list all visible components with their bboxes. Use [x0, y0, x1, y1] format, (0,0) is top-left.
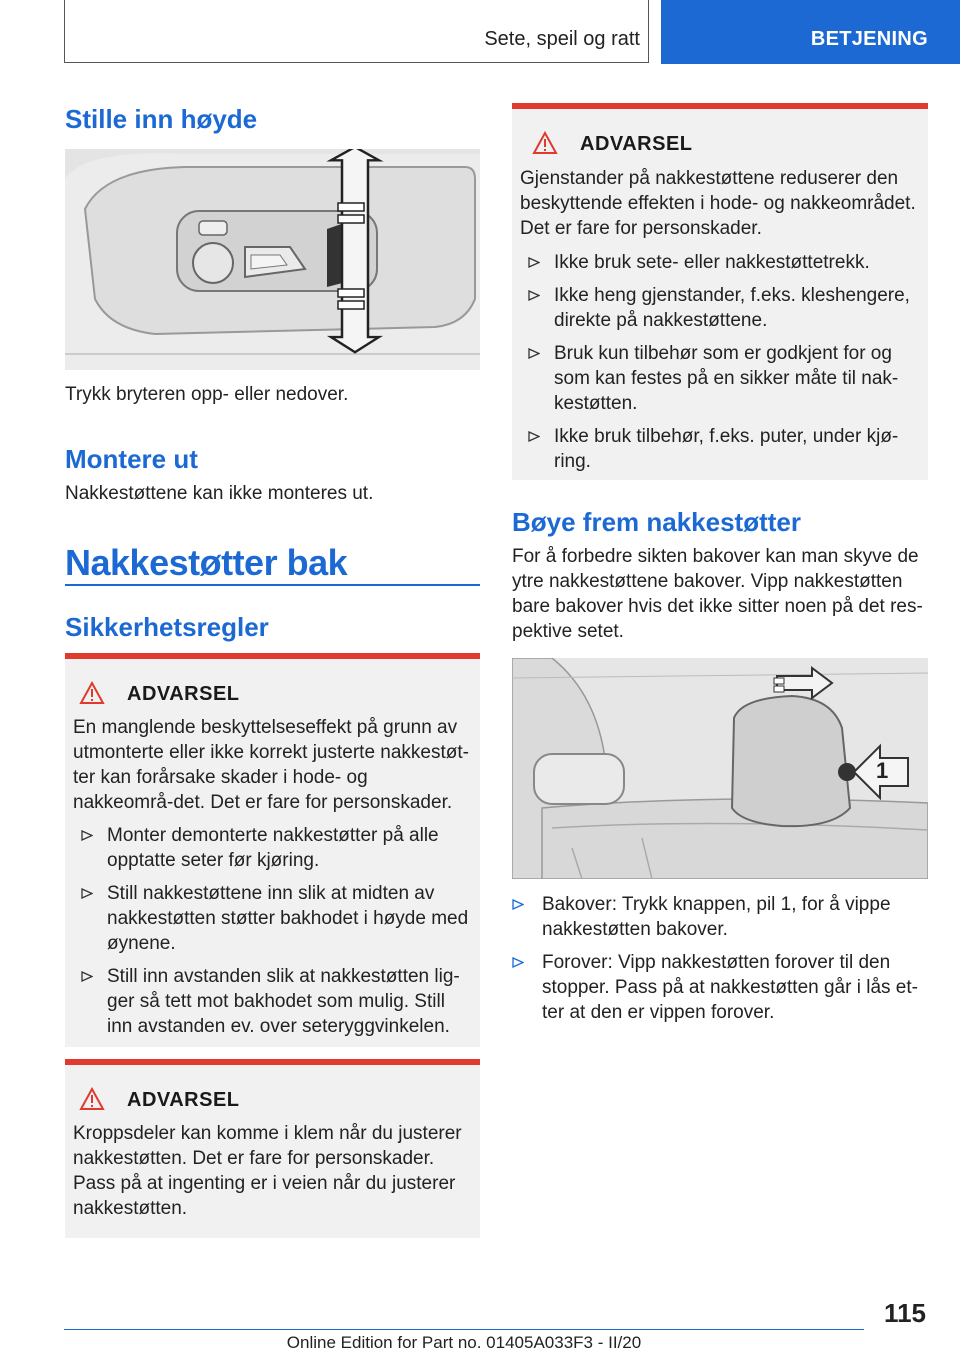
heading-stille-inn-hoyde: Stille inn høyde	[65, 104, 258, 134]
bullet-arrow-icon	[81, 971, 93, 982]
bullet-text: Ikke bruk tilbehør, f.eks. puter, under kjø-ring.	[554, 426, 899, 472]
list-item	[512, 892, 928, 942]
heading-sikkerhetsregler: Sikkerhetsregler	[65, 612, 269, 642]
bullet-arrow-icon	[81, 888, 93, 899]
page-number: 115	[884, 1298, 926, 1328]
heading-nakkestotter-bak: Nakkestøtter bak	[65, 542, 348, 583]
paragraph-trykk: Trykk bryteren opp- eller nedover.	[65, 384, 349, 405]
warning-box-3	[512, 103, 928, 480]
bullet-arrow-icon	[528, 431, 540, 442]
bullet-text: Ikke bruk sete- eller nakkestøttetrekk.	[554, 252, 870, 273]
warning-text: En manglende beskyttelseseffekt på grunn av utmonterte eller ikke korrekt justerte nakkestøt-ter kan forårsake skader i hode- og nakkeområ-det. Det er fare for personskader.	[73, 717, 469, 813]
list-item	[73, 823, 470, 873]
paragraph-montere: Nakkestøttene kan ikke monteres ut.	[65, 483, 374, 504]
bullet-text: Forover: Vipp nakkestøtten forover til den stopper. Pass på at nakkestøtten går i lås et-ter at den er vippen forover.	[542, 952, 918, 1023]
seat-height-switch-illustration	[65, 149, 480, 370]
boye-bullet-list	[512, 892, 928, 1033]
warning-triangle-icon	[79, 681, 105, 705]
figure-callout-1: 1	[876, 758, 889, 783]
heading-boye-frem: Bøye frem nakkestøtter	[512, 507, 801, 537]
bullet-text: Ikke heng gjenstander, f.eks. kleshengere, direkte på nakkestøttene.	[554, 285, 910, 331]
warning-bullet-list	[520, 250, 920, 482]
warning-box-1	[65, 653, 480, 1047]
warning-label: ADVARSEL	[127, 683, 240, 705]
bullet-text: Still nakkestøttene inn slik at midten av nakkestøtten støtter bakhodet i høyde med øynene.	[107, 883, 469, 954]
list-item	[520, 283, 920, 333]
bullet-text: Bakover: Trykk knappen, pil 1, for å vippe nakkestøtten bakover.	[542, 894, 891, 940]
bullet-arrow-icon	[528, 257, 540, 268]
list-item	[73, 881, 470, 956]
warning-text: Kroppsdeler kan komme i klem når du justerer nakkestøtten. Det er fare for personskader. Pass på at ingenting er i veien når du justerer nakkestøtten.	[73, 1123, 462, 1219]
bullet-arrow-icon	[512, 957, 524, 968]
bullet-arrow-icon	[81, 830, 93, 841]
warning-triangle-icon	[79, 1087, 105, 1111]
paragraph-boye: For å forbedre sikten bakover kan man skyve de ytre nakkestøttene bakover. Vipp nakkestøtten bare bakover hvis det ikke sitter noen på det res-pektive setet.	[512, 546, 923, 642]
heading-rule	[65, 584, 480, 586]
bullet-text: Bruk kun tilbehør som er godkjent for og som kan festes på en sikker måte til nak-kestøtten.	[554, 343, 899, 414]
bullet-arrow-icon	[528, 290, 540, 301]
warning-label: ADVARSEL	[127, 1089, 240, 1111]
bullet-text: Still inn avstanden slik at nakkestøtten lig-ger så tett mot bakhodet som mulig. Still inn avstanden ev. over seteryggvinkelen.	[107, 966, 460, 1037]
footer-rule	[64, 1329, 864, 1330]
list-item	[520, 424, 920, 474]
list-item	[520, 250, 920, 275]
warning-triangle-icon	[532, 131, 558, 155]
warning-text: Gjenstander på nakkestøttene reduserer den beskyttende effekten i hode- og nakkeområdet. Det er fare for personskader.	[520, 168, 916, 239]
list-item	[520, 341, 920, 416]
warning-box-2	[65, 1059, 480, 1238]
heading-montere-ut: Montere ut	[65, 444, 198, 474]
headrest-icon	[512, 658, 928, 879]
bullet-arrow-icon	[528, 348, 540, 359]
header-chapter-label: BETJENING	[810, 28, 928, 50]
bullet-text: Monter demonterte nakkestøtter på alle opptatte seter før kjøring.	[107, 825, 439, 871]
seat-switch-icon	[65, 149, 480, 370]
rear-headrest-illustration	[512, 658, 928, 879]
bullet-arrow-icon	[512, 899, 524, 910]
footer-edition: Online Edition for Part no. 01405A033F3 - II/20	[286, 1333, 642, 1352]
warning-label: ADVARSEL	[580, 133, 693, 155]
list-item	[73, 964, 470, 1039]
warning-bullet-list	[73, 823, 470, 1047]
header-chapter-tab	[661, 0, 960, 64]
list-item	[512, 950, 928, 1025]
header-section-title: Sete, speil og ratt	[484, 28, 640, 50]
